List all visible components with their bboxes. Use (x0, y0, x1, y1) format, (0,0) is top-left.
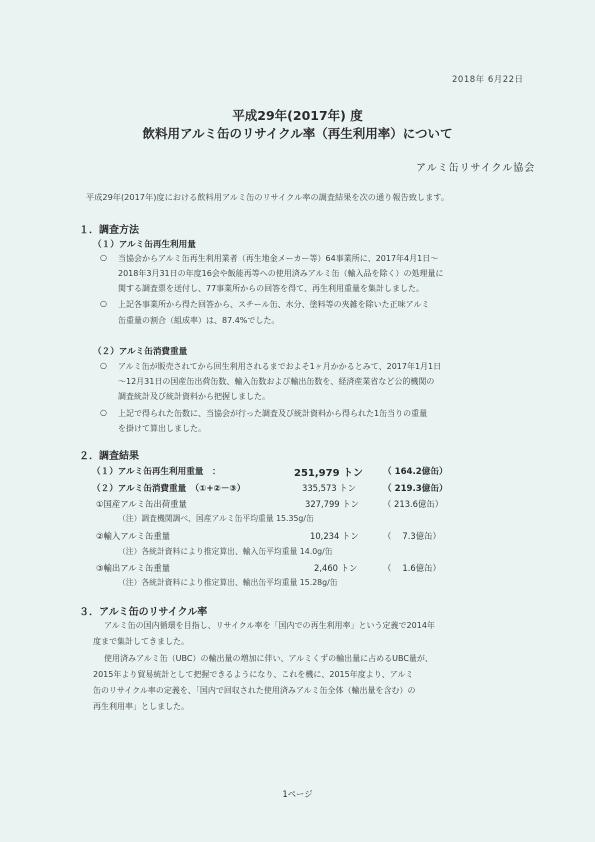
s3-p2-line2: 2015年より貿易統計として把握できるようになり、これを機に、2015年度より、アルミ (93, 670, 414, 679)
s1-1-b1-line3: 関する調査票を送付し、77事業所からの回答を得て、再生利用重量を集計しました。 (118, 284, 425, 293)
result-2-cans: （ 219.3億缶） (383, 484, 448, 494)
s1-1-b1-line1: 当協会からアルミ缶再生利用業者（再生地金メーカー等）64事業所に、2017年4月1日～ (118, 254, 439, 263)
result-5-cans: （ 1.6億缶） (383, 563, 441, 573)
note-3: （注）各統計資料により推定算出、輸出缶平均重量 15.28g/缶 (118, 578, 338, 587)
section-1-1-heading: （１）アルミ缶再生利用量 (93, 240, 196, 250)
s1-2-b2-line2: を掛けて算出しました。 (118, 424, 206, 433)
s3-p2-line4: 再生利用率」としました。 (93, 702, 189, 711)
s3-p2-line1: 使用済みアルミ缶（UBC）の輸出量の増加に伴い、アルミくずの輸出量に占めるUBC量が、 (104, 654, 433, 663)
note-2: （注）各統計資料により推定算出、輸入缶平均重量 14.0g/缶 (118, 547, 333, 556)
result-2-value: 335,573 トン (302, 483, 357, 493)
s3-p1-line1: アルミ缶の国内循環を目指し、リサイクル率を「国内での再生利用率」という定義で2014年 (104, 621, 435, 630)
bullet-marker: ○ (100, 361, 107, 370)
bullet-marker: ○ (100, 253, 107, 262)
title-line-2: 飲料用アルミ缶のリサイクル率（再生利用率）について (142, 126, 453, 141)
result-2-label: （２）アルミ缶消費重量 （①+②－③） (92, 484, 246, 494)
result-3-cans: （ 213.6億缶） (383, 499, 444, 509)
result-3-value: 327,799 トン (305, 499, 360, 509)
s1-1-b2-line2: 缶重量の割合（組成率）は、87.4%でした。 (118, 316, 280, 325)
s1-2-b1-line2: ～12月31日の国産缶出荷缶数、輸入缶数および輸出缶数を、経済産業省など公的機関の (118, 377, 435, 386)
section-1-2-heading: （２）アルミ缶消費重量 (93, 347, 188, 357)
title-line-1: 平成29年(2017年) 度 (232, 108, 363, 123)
result-1-value: 251,979 トン (294, 468, 364, 479)
page-number: 1ページ (282, 789, 313, 799)
s1-2-b1-line3: 調査統計及び統計資料から把握しました。 (118, 392, 270, 401)
result-4-cans: （ 7.3億缶） (383, 531, 441, 541)
s1-2-b1-line1: アルミ缶が販売されてから回生利用されるまでおよそ1ヶ月かかるとみて、2017年1月1日 (118, 362, 442, 371)
result-3-label: ①国産アルミ缶出荷重量 (96, 499, 187, 509)
result-5-label: ③輸出アルミ缶重量 (96, 563, 171, 573)
result-4-label: ②輸入アルミ缶重量 (96, 531, 171, 541)
organization-name: アルミ缶リサイクル協会 (416, 163, 536, 174)
result-5-value: 2,460 トン (314, 563, 358, 573)
result-4-value: 10,234 トン (310, 531, 359, 541)
s1-2-b2-line1: 上記で得られた缶数に、当協会が行った調査及び統計資料から得られた1缶当りの重量 (118, 409, 428, 418)
bullet-marker: ○ (100, 408, 107, 417)
section-3-heading: ３．アルミ缶のリサイクル率 (79, 607, 208, 618)
report-date: 2018年 6月22日 (452, 75, 524, 85)
result-1-cans: （ 164.2億缶） (383, 467, 448, 477)
note-1: （注）調査機関調べ、国産アルミ缶平均重量 15.35g/缶 (118, 514, 314, 523)
result-1-label: （１）アルミ缶再生利用重量 ： (92, 467, 221, 477)
s1-1-b1-line2: 2018年3月31日の年度16会や飯能再等への使用済みアルミ缶（輸入品を除く）の処理量に (118, 269, 444, 278)
s1-1-b2-line1: 上記各事業所から得た回答から、スチール缶、水分、塗料等の夾雑を除いた正味アルミ (118, 300, 430, 309)
section-1-heading: １．調査方法 (79, 225, 139, 236)
s3-p2-line3: 缶のリサイクル率の定義を、「国内で回収された使用済みアルミ缶全体（輸出量を含む）の (93, 686, 416, 695)
section-2-heading: ２．調査結果 (79, 451, 139, 462)
s3-p1-line2: 度まで集計してきました。 (93, 637, 189, 646)
bullet-marker: ○ (100, 299, 107, 308)
intro-paragraph: 平成29年(2017年)度における飲料用アルミ缶のリサイクル率の調査結果を次の通り報告致します。 (86, 192, 450, 202)
